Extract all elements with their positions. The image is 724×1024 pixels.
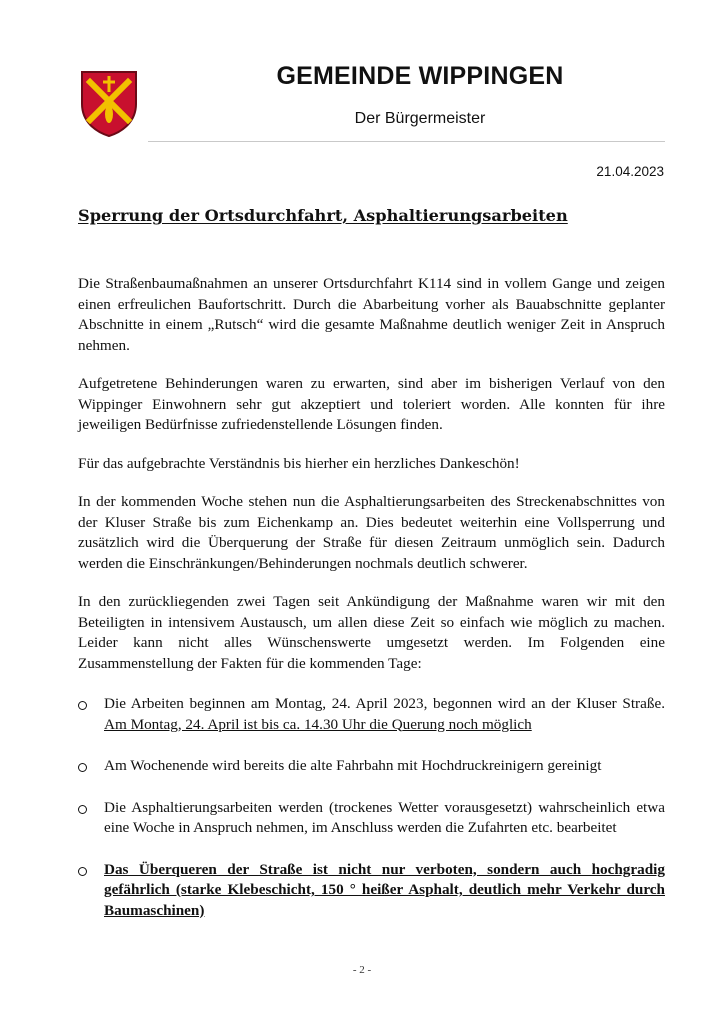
- letter-title: Sperrung der Ortsdurchfahrt, Asphaltierungsarbeiten: [78, 206, 568, 225]
- circle-bullet-icon: [78, 805, 87, 814]
- list-item: [78, 756, 665, 777]
- list-item-underlined-text: Am Montag, 24. April ist bis ca. 14.30 Uhr die Querung noch möglich: [104, 715, 532, 733]
- paragraph: Für das aufgebrachte Verständnis bis hierher ein herzliches Dankeschön!: [78, 454, 520, 472]
- list-item: [78, 798, 665, 839]
- list-item-text: Die Asphaltierungsarbeiten werden (trockenes Wetter vorausgesetzt) wahrscheinlich etwa eine Woche in Anspruch nehmen, im Anschluss werden die Zufahrten etc. bearbeitet: [104, 798, 665, 836]
- list-item-warning-text: Das Überqueren der Straße ist nicht nur verboten, sondern auch hochgradig gefährlich (starke Klebeschicht, 150 ° heißer Asphalt, deutlich mehr Verkehr durch Baumaschinen): [104, 860, 665, 919]
- list-item-text: Am Wochenende wird bereits die alte Fahrbahn mit Hochdruckreinigern gereinigt: [104, 757, 602, 774]
- organization-subtitle: Der Bürgermeister: [354, 110, 486, 127]
- circle-bullet-icon: [78, 763, 87, 772]
- paragraph: Die Straßenbaumaßnahmen an unserer Ortsdurchfahrt K114 sind in vollem Gange und zeigen einen erfreulichen Baufortschritt. Durch die Abarbeitung vorher als Bauabschnitte geplanter Abschnitte in einem „Rutsch“ wird die gesamte Maßnahme deutlich weniger Zeit in Anspruch nehmen.: [78, 275, 665, 354]
- list-item-text: Die Arbeiten beginnen am Montag, 24. April 2023, begonnen wird an der Kluser Straße.: [104, 695, 665, 712]
- paragraph: In den zurückliegenden zwei Tagen seit Ankündigung der Maßnahme waren wir mit den Beteiligten in intensivem Austausch, um allen diese Zeit so einfach wie möglich zu machen. Leider kann nicht alles Wünschenswerte umgesetzt werden. Im Folgenden eine Zusammenstellung der Fakten für die kommenden Tage:: [78, 593, 665, 672]
- header-divider: [148, 141, 665, 142]
- organization-name: GEMEINDE WIPPINGEN: [276, 62, 564, 90]
- page-number: - 2 -: [352, 964, 372, 976]
- paragraph: Aufgetretene Behinderungen waren zu erwarten, sind aber im bisherigen Verlauf von den Wippinger Einwohnern sehr gut akzeptiert und toleriert worden. Alle konnten für ihre jeweiligen Bedürfnisse zufriedenstellende Lösungen finden.: [78, 375, 665, 433]
- coat-of-arms-icon: [80, 70, 138, 138]
- letter-body: [78, 274, 665, 942]
- paragraph: In der kommenden Woche stehen nun die Asphaltierungsarbeiten des Streckenabschnittes von der Kluser Straße bis zum Eichenkamp an. Dies bedeutet weiterhin eine Vollsperrung und zusätzlich wird die Überquerung der Straße für diesen Zeitraum unmöglich sein. Dadurch werden die Einschränkungen/Behinderungen nochmals deutlich schwerer.: [78, 493, 665, 572]
- list-item: [78, 860, 665, 922]
- list-item: [78, 694, 665, 735]
- circle-bullet-icon: [78, 867, 87, 876]
- facts-list: [78, 694, 665, 921]
- letter-date: 21.04.2023: [596, 164, 664, 179]
- circle-bullet-icon: [78, 701, 87, 710]
